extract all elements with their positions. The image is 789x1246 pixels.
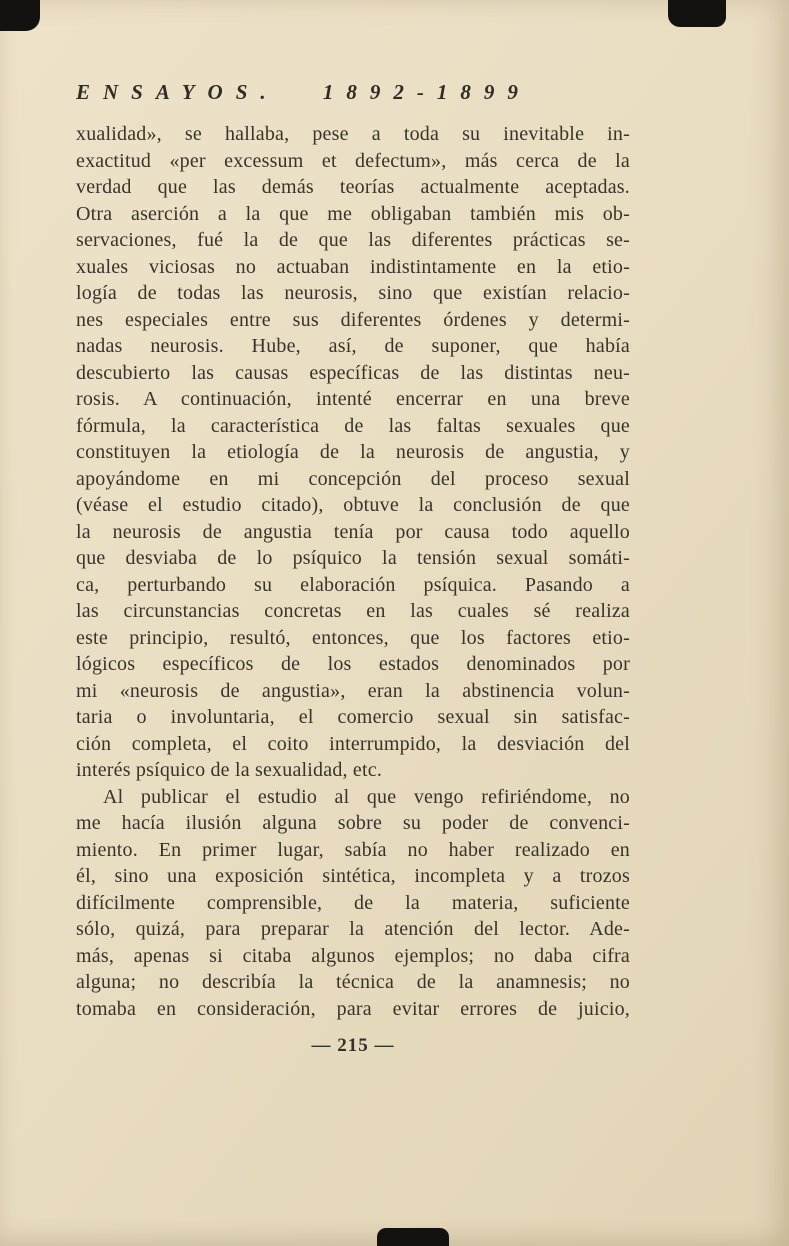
text-line: que desviaba de lo psíquico la tensión sexual somáti- [76,547,630,569]
text-line: descubierto las causas específicas de las distintas neu- [76,361,630,384]
scan-mark-bottom [377,1228,449,1246]
scan-mark-top-right [668,0,726,27]
text-line: tomaba en consideración, para evitar errores de juicio, [76,997,630,1020]
text-line: Al publicar el estudio al que vengo refiriéndome, no [103,785,630,808]
paragraph [76,784,630,1023]
text-line: Otra aserción a la que me obligaban también mis ob- [76,202,630,225]
scan-mark-top-left [0,0,40,31]
text-line: interés psíquico de la sexualidad, etc. [76,759,383,781]
text-line: exactitud «per excessum et defectum», más cerca de la [76,149,630,172]
text-line: este principio, resultó, entonces, que los factores etio- [76,626,630,649]
text-line: nadas neurosis. Hube, así, de suponer, que había [76,335,630,357]
text-line: apoyándome en mi concepción del proceso sexual [76,467,630,490]
text-line: logía de todas las neurosis, sino que existían relacio- [76,282,630,304]
text-line: constituyen la etiología de la neurosis de angustia, y [76,441,630,463]
text-line: taria o involuntaria, el comercio sexual sin satisfac- [76,706,630,728]
text-line: me hacía ilusión alguna sobre su poder de convenci- [76,812,630,834]
text-line: rosis. A continuación, intenté encerrar en una breve [76,388,630,410]
text-line: (véase el estudio citado), obtuve la conclusión de que [76,494,630,516]
running-header: ENSAYOS. 1892-1899 [76,80,531,104]
text-line: la neurosis de angustia tenía por causa todo aquello [76,520,630,543]
text-line: fórmula, la característica de las faltas sexuales que [76,414,630,437]
text-line: lógicos específicos de los estados denominados por [76,653,630,675]
text-line: más, apenas si citaba algunos ejemplos; no daba cifra [76,944,630,967]
text-line: xualidad», se hallaba, pese a toda su inevitable in- [76,123,630,145]
body-text [76,121,630,1022]
text-line: verdad que las demás teorías actualmente aceptadas. [76,176,630,198]
text-line: sólo, quizá, para preparar la atención del lector. Ade- [76,918,630,940]
page-number: — 215 — [311,1035,395,1056]
text-line: miento. En primer lugar, sabía no haber realizado en [76,838,630,861]
text-line: las circunstancias concretas en las cuales sé realiza [76,600,630,622]
text-line: mi «neurosis de angustia», eran la abstinencia volun- [76,679,630,702]
text-line: difícilmente comprensible, de la materia, suficiente [76,891,630,914]
text-line: xuales viciosas no actuaban indistintamente en la etio- [76,255,630,278]
text-line: alguna; no describía la técnica de la anamnesis; no [76,971,630,993]
paragraph [76,121,630,784]
text-line: ca, perturbando su elaboración psíquica. Pasando a [76,573,630,596]
text-line: ción completa, el coito interrumpido, la desviación del [76,732,630,755]
text-line: nes especiales entre sus diferentes órdenes y determi- [76,308,630,331]
text-line: servaciones, fué la de que las diferentes prácticas se- [76,229,630,251]
text-line: él, sino una exposición sintética, incompleta y a trozos [76,865,630,887]
